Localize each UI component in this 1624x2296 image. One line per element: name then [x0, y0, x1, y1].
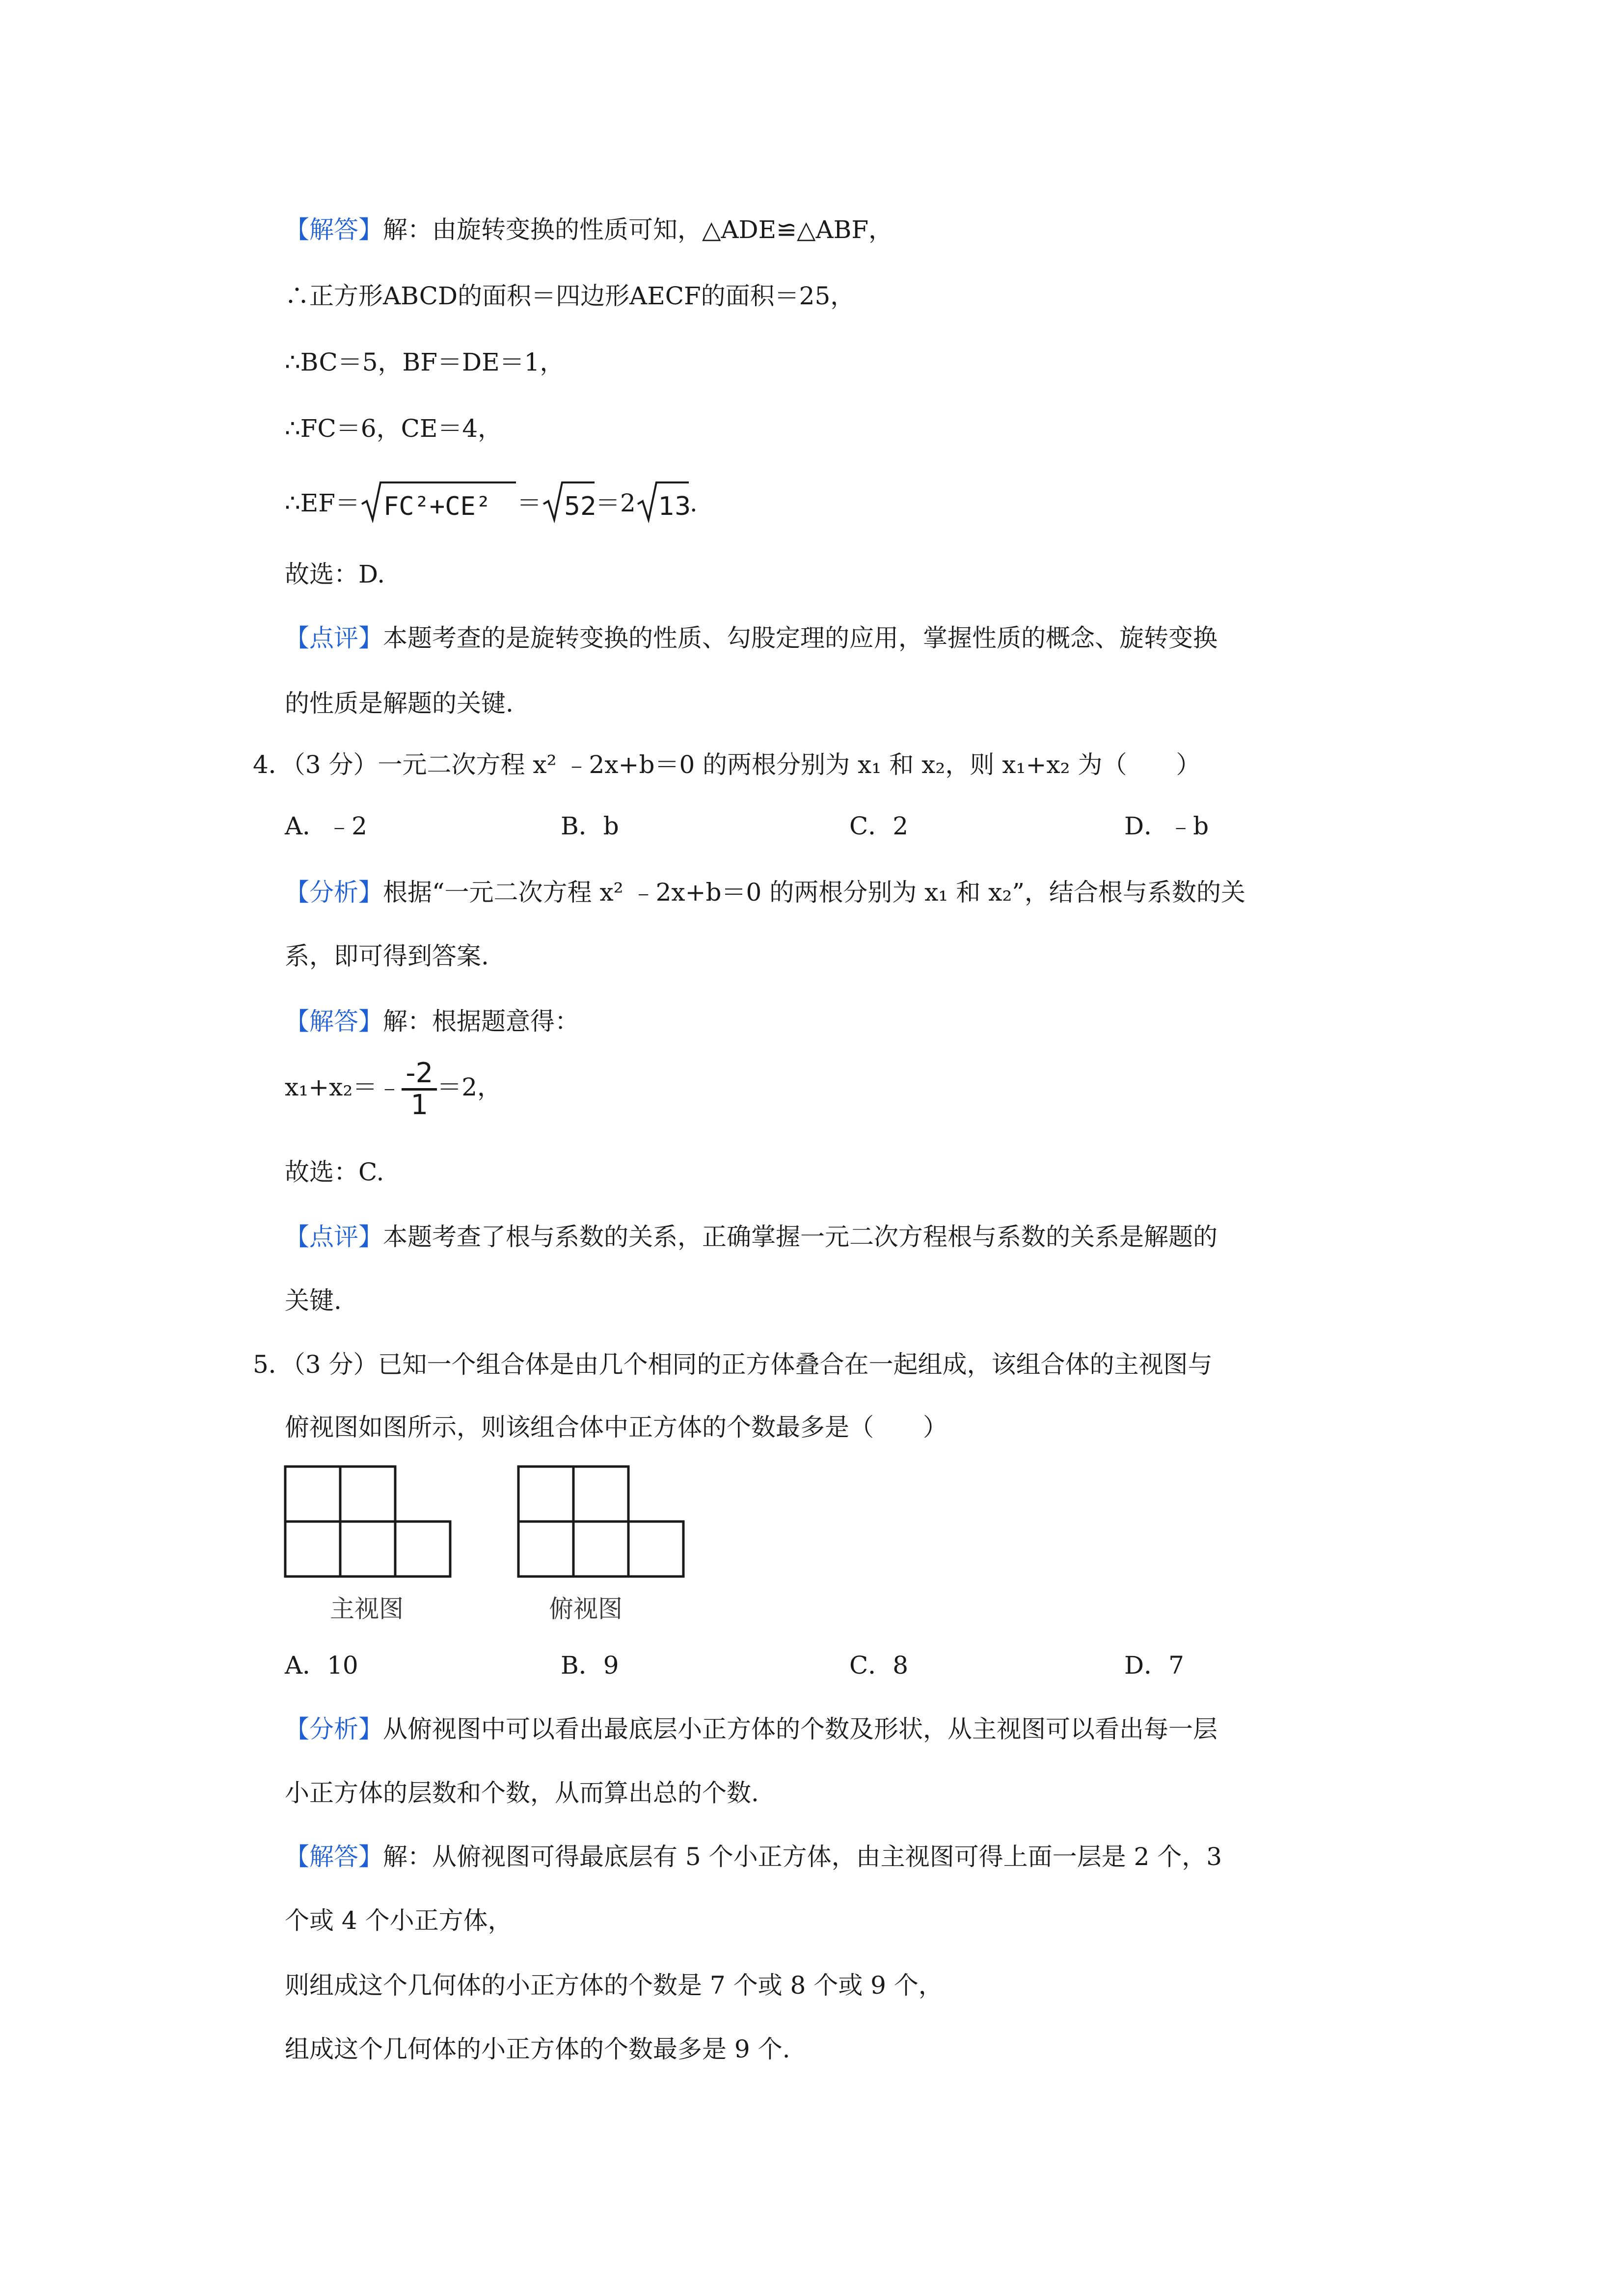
- q5-analysis-line1: [285, 1712, 1218, 1746]
- answer-tag: 【解答】: [285, 1842, 383, 1871]
- analysis-text: 从俯视图中可以看出最底层小正方体的个数及形状，从主视图可以看出每一层: [383, 1715, 1218, 1743]
- q5-option-a: A．10: [285, 1651, 358, 1680]
- formula-suffix: ＝2，: [437, 1073, 502, 1101]
- radicand-13: 13: [658, 492, 690, 521]
- q4-analysis-line2: 系，即可得到答案.: [285, 942, 489, 970]
- analysis-tag: 【分析】: [285, 878, 383, 907]
- front-cell: [285, 1522, 340, 1576]
- q4-answer-line: [285, 1004, 579, 1039]
- ef-prefix: ∴EF＝: [285, 489, 360, 517]
- front-cell: [395, 1522, 450, 1576]
- q4-review-line2: 关键.: [285, 1286, 342, 1315]
- eq1: ＝: [517, 489, 542, 517]
- q5-stem-line1: 5．（3 分）已知一个组合体是由几个相同的正方体叠合在一起组成，该组合体的主视图与: [253, 1350, 1213, 1379]
- sqrt-52: [541, 479, 595, 532]
- q5-option-d: D．7: [1124, 1651, 1184, 1680]
- q4-review-line1: [285, 1220, 1218, 1254]
- answer-math: △ADE≌△ABF，: [702, 215, 893, 244]
- q4-option-d: D．﹣b: [1124, 812, 1209, 840]
- top-cell: [573, 1522, 628, 1576]
- period: .: [689, 489, 698, 517]
- top-cell: [518, 1522, 573, 1576]
- top-cell: [573, 1467, 628, 1522]
- answer-text: 解：根据题意得：: [383, 1007, 579, 1036]
- q5-answer-line2: 个或 4 个小正方体，: [285, 1906, 513, 1935]
- formula-prefix: x₁+x₂＝﹣: [285, 1073, 402, 1101]
- q5-answer-line1: [285, 1840, 1222, 1874]
- front-view-figure: [284, 1465, 453, 1578]
- top-view-label: 俯视图: [549, 1595, 623, 1623]
- q4-option-a: A．﹣2: [285, 812, 367, 840]
- answer-text: 解：从俯视图可得最底层有 5 个小正方体，由主视图可得上面一层是 2 个，3: [383, 1842, 1222, 1871]
- top-cell: [518, 1467, 573, 1522]
- front-cell: [340, 1467, 395, 1522]
- analysis-tag: 【分析】: [285, 1715, 383, 1743]
- q4-formula: [285, 1050, 502, 1124]
- q5-stem-line2: 俯视图如图所示，则该组合体中正方体的个数最多是（ ）: [285, 1413, 947, 1442]
- radicand-fc-ce: FC²+CE²: [383, 492, 491, 521]
- analysis-text: 根据“一元二次方程 x² ﹣2x+b＝0 的两根分别为 x₁ 和 x₂”，结合根与系数的关: [383, 878, 1245, 907]
- fraction: [402, 1059, 437, 1120]
- q3-choose: 故选：D.: [285, 560, 385, 588]
- review-tag: 【点评】: [285, 1223, 383, 1251]
- top-cell: [628, 1522, 683, 1576]
- q3-line4: ∴FC＝6，CE＝4，: [285, 414, 503, 443]
- q5-option-c: C．8: [849, 1651, 909, 1680]
- q4-analysis-line1: [285, 875, 1245, 909]
- sqrt-13: [636, 479, 690, 532]
- q3-line5: [285, 479, 698, 532]
- radicand-52: 52: [564, 492, 596, 521]
- review-tag: 【点评】: [285, 624, 383, 652]
- review-text: 本题考查的是旋转变换的性质、勾股定理的应用，掌握性质的概念、旋转变换: [383, 624, 1218, 652]
- front-cell: [285, 1467, 340, 1522]
- frac-denominator: 1: [410, 1089, 429, 1121]
- answer-tag: 【解答】: [285, 215, 383, 244]
- front-view-label: 主视图: [330, 1595, 404, 1623]
- q3-answer-line: [285, 213, 893, 247]
- q4-stem: 4．（3 分）一元二次方程 x² ﹣2x+b＝0 的两根分别为 x₁ 和 x₂，则 x₁+x₂ 为（ ）: [253, 750, 1201, 779]
- review-text: 本题考查了根与系数的关系，正确掌握一元二次方程根与系数的关系是解题的: [383, 1223, 1218, 1251]
- q3-line2: ∴正方形ABCD的面积＝四边形AECF的面积＝25，: [285, 282, 855, 310]
- q5-answer-line4: 组成这个几何体的小正方体的个数最多是 9 个.: [285, 2035, 790, 2063]
- eq2: ＝2: [595, 489, 636, 517]
- answer-tag: 【解答】: [285, 1007, 383, 1036]
- q5-answer-line3: 则组成这个几何体的小正方体的个数是 7 个或 8 个或 9 个，: [285, 1971, 943, 2000]
- top-view-figure: [517, 1465, 686, 1578]
- q3-review-line2: 的性质是解题的关键.: [285, 689, 514, 718]
- answer-text: 解：由旋转变换的性质可知，: [383, 215, 702, 244]
- q4-option-c: C．2: [849, 812, 909, 840]
- frac-numerator: -2: [402, 1059, 437, 1091]
- q3-review-line1: [285, 621, 1218, 655]
- sqrt-fc-ce: [360, 479, 517, 532]
- q5-analysis-line2: 小正方体的层数和个数，从而算出总的个数.: [285, 1779, 759, 1807]
- q4-option-b: B．b: [561, 812, 619, 840]
- front-cell: [340, 1522, 395, 1576]
- q4-choose: 故选：C.: [285, 1158, 384, 1186]
- q3-line3: ∴BC＝5，BF＝DE＝1，: [285, 348, 565, 376]
- q5-option-b: B．9: [561, 1651, 619, 1680]
